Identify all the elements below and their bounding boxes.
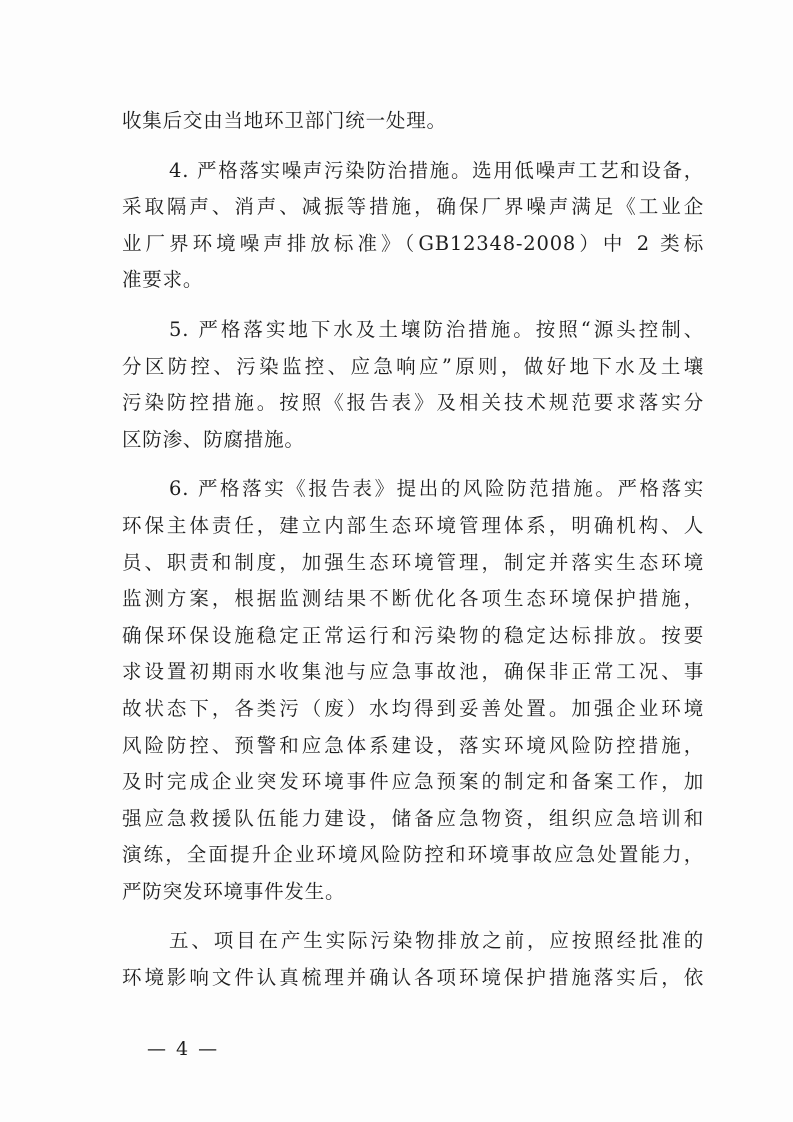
paragraph-line: 4. 严格落实噪声污染防治措施。选用低噪声工艺和设备， (169, 158, 704, 182)
paragraph-line: 准要求。 (122, 268, 204, 292)
paragraph-line: 6. 严格落实《报告表》提出的风险防范措施。严格落实 (169, 477, 704, 501)
paragraph-line: 业厂界环境噪声排放标准》（GB12348-2008）中 2 类标 (122, 231, 704, 255)
document-body (122, 103, 704, 997)
paragraph-line: 演练，全面提升企业环境风险防控和环境事故应急处置能力， (122, 843, 704, 867)
paragraph-line: 环保主体责任，建立内部生态环境管理体系，明确机构、人 (122, 513, 704, 537)
paragraph-line: 污染防控措施。按照《报告表》及相关技术规范要求落实分 (122, 391, 704, 415)
paragraph-line: 员、职责和制度，加强生态环境管理，制定并落实生态环境 (122, 550, 704, 574)
paragraph-line: 确保环保设施稳定正常运行和污染物的稳定达标排放。按要 (122, 623, 704, 647)
paragraph-line: 分区防控、污染监控、应急响应”原则，做好地下水及土壤 (122, 354, 704, 378)
paragraph-line: 五、项目在产生实际污染物排放之前，应按照经批准的 (169, 929, 704, 953)
paragraph-line: 严防突发环境事件发生。 (122, 879, 346, 903)
paragraph-line: 风险防控、预警和应急体系建设，落实环境风险防控措施， (122, 733, 704, 757)
paragraph-line: 收集后交由当地环卫部门统一处理。 (122, 109, 447, 132)
paragraph-line: 强应急救援队伍能力建设，储备应急物资，组织应急培训和 (122, 806, 704, 830)
paragraph-line: 采取隔声、消声、减振等措施，确保厂界噪声满足《工业企 (122, 195, 704, 219)
paragraph-line: 5. 严格落实地下水及土壤防治措施。按照“源头控制、 (169, 317, 704, 341)
page-number: — 4 — (147, 1038, 220, 1060)
paragraph-line: 监测方案，根据监测结果不断优化各项生态环境保护措施， (122, 587, 704, 611)
paragraph-line: 求设置初期雨水收集池与应急事故池，确保非正常工况、事 (122, 660, 704, 684)
paragraph-line: 及时完成企业突发环境事件应急预案的制定和备案工作，加 (122, 770, 704, 794)
paragraph-line: 区防渗、防腐措施。 (122, 427, 305, 451)
paragraph-line: 故状态下，各类污（废）水均得到妥善处置。加强企业环境 (122, 696, 704, 720)
paragraph-line: 环境影响文件认真梳理并确认各项环境保护措施落实后，依 (122, 966, 704, 990)
